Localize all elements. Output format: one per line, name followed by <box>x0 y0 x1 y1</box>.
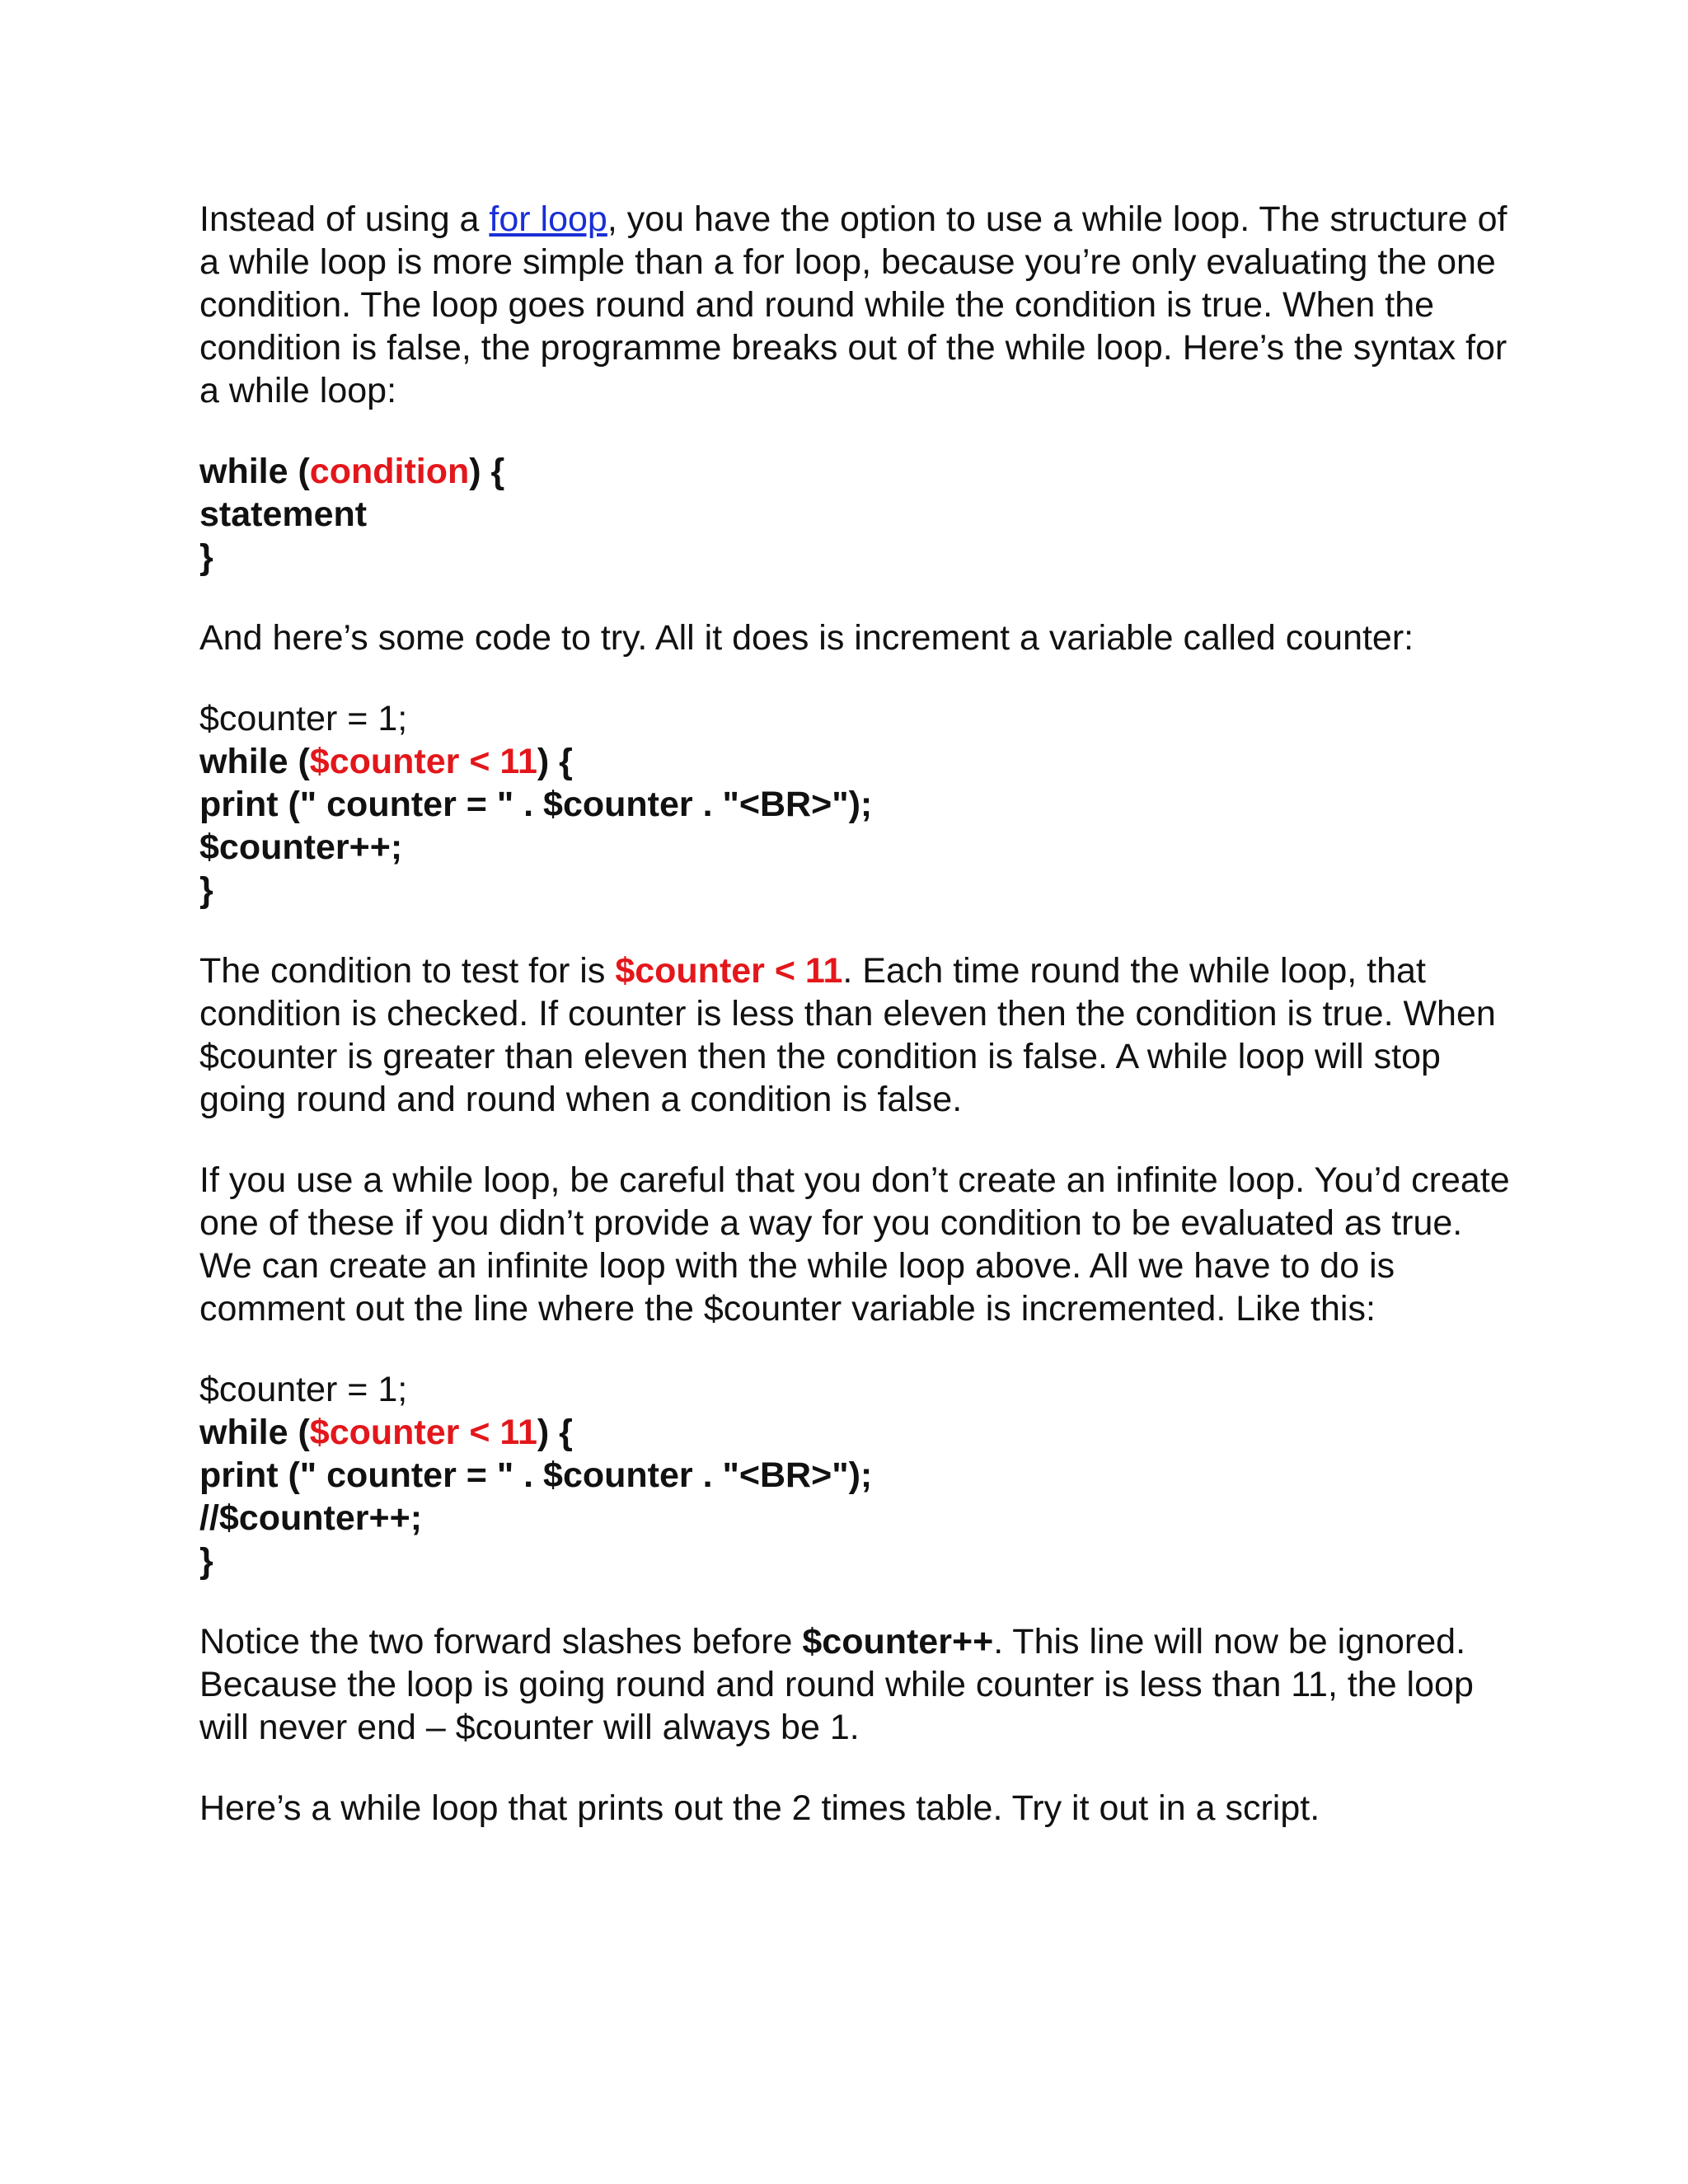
code2-line-4: //$counter++; <box>199 1498 423 1538</box>
document-body <box>199 198 1518 1868</box>
condition-text-before: The condition to test for is <box>199 951 616 991</box>
notice-text-before: Notice the two forward slashes before <box>199 1622 803 1661</box>
infinite-loop-paragraph: If you use a while loop, be careful that you don’t create an infinite loop. You’d create one of these if you didn’t provide a way for you condition to be evaluated as true. We can create an infinite loop with the while loop above. All we have to do is comment out the line where the $counter variable is incremented. Like this: <box>199 1160 1510 1329</box>
syntax-while-prefix: while ( <box>199 452 310 491</box>
code1-line-5: } <box>199 870 213 910</box>
code1-condition: $counter < 11 <box>309 742 537 781</box>
code1-while-suffix: ) { <box>537 742 573 781</box>
for-loop-link[interactable]: for loop <box>489 199 607 239</box>
notice-bold-code: $counter++ <box>802 1622 994 1661</box>
code2-line-2 <box>199 1411 1518 1454</box>
try-code-paragraph: And here’s some code to try. All it does is increment a variable called counter: <box>199 618 1414 658</box>
notice-text-after: . This line will now be ignored. Because the loop is going round and round while counter is less than 11, the loop will never end – $counter will always be 1. <box>199 1622 1474 1747</box>
code1-line-1: $counter = 1; <box>199 699 408 738</box>
condition-text-after: . Each time round the while loop, that condition is checked. If counter is less than eleven then the condition is true. When $counter is greater than eleven then the condition is false. A while loop will stop going round and round when a condition is false. <box>199 951 1496 1119</box>
code1-while-prefix: while ( <box>199 742 310 781</box>
syntax-code-block <box>199 450 1518 579</box>
syntax-line-1 <box>199 450 1518 493</box>
code1-line-4: $counter++; <box>199 827 403 867</box>
code2-condition: $counter < 11 <box>309 1413 537 1452</box>
times-table-paragraph: Here’s a while loop that prints out the 2 times table. Try it out in a script. <box>199 1788 1320 1828</box>
intro-paragraph <box>199 198 1518 412</box>
code2-while-prefix: while ( <box>199 1413 310 1452</box>
syntax-line-2: statement <box>199 494 368 534</box>
code2-line-3: print (" counter = " . $counter . "<BR>"); <box>199 1455 873 1495</box>
notice-paragraph <box>199 1620 1518 1749</box>
code2-while-suffix: ) { <box>537 1413 573 1452</box>
code1-line-2 <box>199 740 1518 783</box>
condition-paragraph <box>199 949 1518 1121</box>
syntax-line-3: } <box>199 537 213 577</box>
code1-line-3: print (" counter = " . $counter . "<BR>"); <box>199 785 873 824</box>
syntax-while-suffix: ) { <box>469 452 505 491</box>
intro-text-before-link: Instead of using a <box>199 199 490 239</box>
condition-highlight: $counter < 11 <box>615 951 843 991</box>
code2-line-5: } <box>199 1541 213 1581</box>
code2-line-1: $counter = 1; <box>199 1370 408 1409</box>
intro-text-after-link: , you have the option to use a while loop. The structure of a while loop is more simple than a for loop, because you’re only evaluating the one condition. The loop goes round and round while the condition is true. When the condition is false, the programme breaks out of the while loop. Here’s the syntax for a while loop: <box>199 199 1507 410</box>
syntax-condition: condition <box>309 452 470 491</box>
code-example-2 <box>199 1368 1518 1582</box>
code-example-1 <box>199 697 1518 912</box>
